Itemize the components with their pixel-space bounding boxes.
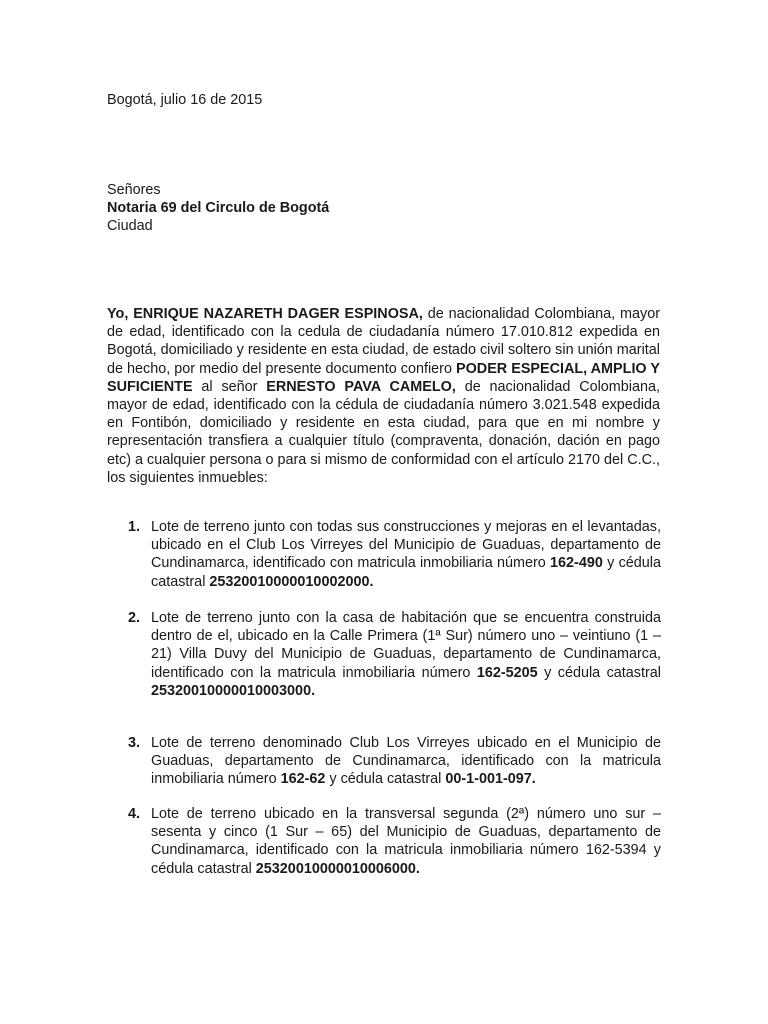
item-connector: y cédula catastral xyxy=(537,664,661,681)
item-registration-number: 162-62 xyxy=(280,771,326,788)
item-connector: y cédula catastral xyxy=(151,555,661,590)
item-cadastral-id: 25320010000010002000. xyxy=(209,573,374,590)
item-description: Lote de terreno ubicado en la transversal segunda (2ª) número uno sur – sesenta y cinco (1 Sur – 65) del Municipio de Guaduas, departamento de Cundinamarca, identificado con la matricula inmobiliaria número 162-5394 y cédula catastral xyxy=(151,806,661,877)
attorney-name: ERNESTO PAVA CAMELO, xyxy=(266,378,456,395)
item-text xyxy=(151,805,661,878)
item-number: 1. xyxy=(128,519,141,535)
item-number: 3. xyxy=(128,735,141,751)
item-registration-number: 162-490 xyxy=(550,555,603,572)
item-number: 4. xyxy=(128,806,141,822)
item-cadastral-id: 25320010000010003000. xyxy=(151,682,316,699)
item-cadastral-id: 00-1-001-097. xyxy=(445,771,536,788)
addressee-name: Notaria 69 del Circulo de Bogotá xyxy=(107,200,330,216)
addressee-city: Ciudad xyxy=(107,218,153,234)
item-connector: y cédula catastral xyxy=(325,771,446,788)
item-cadastral-id: 25320010000010006000. xyxy=(255,860,420,877)
body-text-2: al señor xyxy=(192,378,267,395)
item-number: 2. xyxy=(128,610,141,626)
item-registration-number: 162-5205 xyxy=(476,664,538,681)
body-text-1: de nacionalidad Colombiana, mayor de edad, identificado con la cedula de ciudadanía número 17.010.812 expedida en Bogotá, domiciliado y residente en esta ciudad, de estado civil soltero sin unión marital de hecho, por medio del presente documento confiero xyxy=(107,306,661,377)
property-item xyxy=(128,609,661,700)
power-type: PODER ESPECIAL, AMPLIO Y SUFICIENTE xyxy=(107,360,660,395)
addressee-salutation: Señores xyxy=(107,182,161,198)
item-description: Lote de terreno denominado Club Los Virreyes ubicado en el Municipio de Guaduas, departamento de Cundinamarca, identificado con la matricula inmobiliaria número xyxy=(151,735,661,788)
grantor-name: Yo, ENRIQUE NAZARETH DAGER ESPINOSA, xyxy=(107,306,423,322)
property-item xyxy=(128,518,661,591)
letter-date: Bogotá, julio 16 de 2015 xyxy=(107,92,263,108)
item-text xyxy=(151,734,661,789)
item-description: Lote de terreno junto con todas sus construcciones y mejoras en el levantadas, ubicado en el Club Los Virreyes del Municipio de Guaduas, departamento de Cundinamarca, identificado con matricula inmobiliaria número xyxy=(151,519,661,572)
body-text-3: de nacionalidad Colombiana, mayor de edad, identificado con la cédula de ciudadanía número 3.021.548 expedida en Fontibón, domiciliado y residente en esta ciudad, para que en mi nombre y representación transfiera a cualquier título (compraventa, donación, dación en pago etc) a cualquier persona o para si mismo de conformidad con el artículo 2170 del C.C., los siguientes inmuebles: xyxy=(107,378,660,486)
item-text xyxy=(151,609,661,700)
item-description: Lote de terreno junto con la casa de habitación que se encuentra construida dentro de el, ubicado en la Calle Primera (1ª Sur) número uno – veintiuno (1 – 21) Villa Duvy del Municipio de Guaduas, departamento de Cundinamarca, identificado con la matricula inmobiliaria número xyxy=(151,610,661,681)
addressee-block xyxy=(107,181,660,235)
body-paragraph xyxy=(107,305,660,487)
item-text xyxy=(151,518,661,591)
property-item xyxy=(128,734,661,789)
property-item xyxy=(128,805,661,878)
